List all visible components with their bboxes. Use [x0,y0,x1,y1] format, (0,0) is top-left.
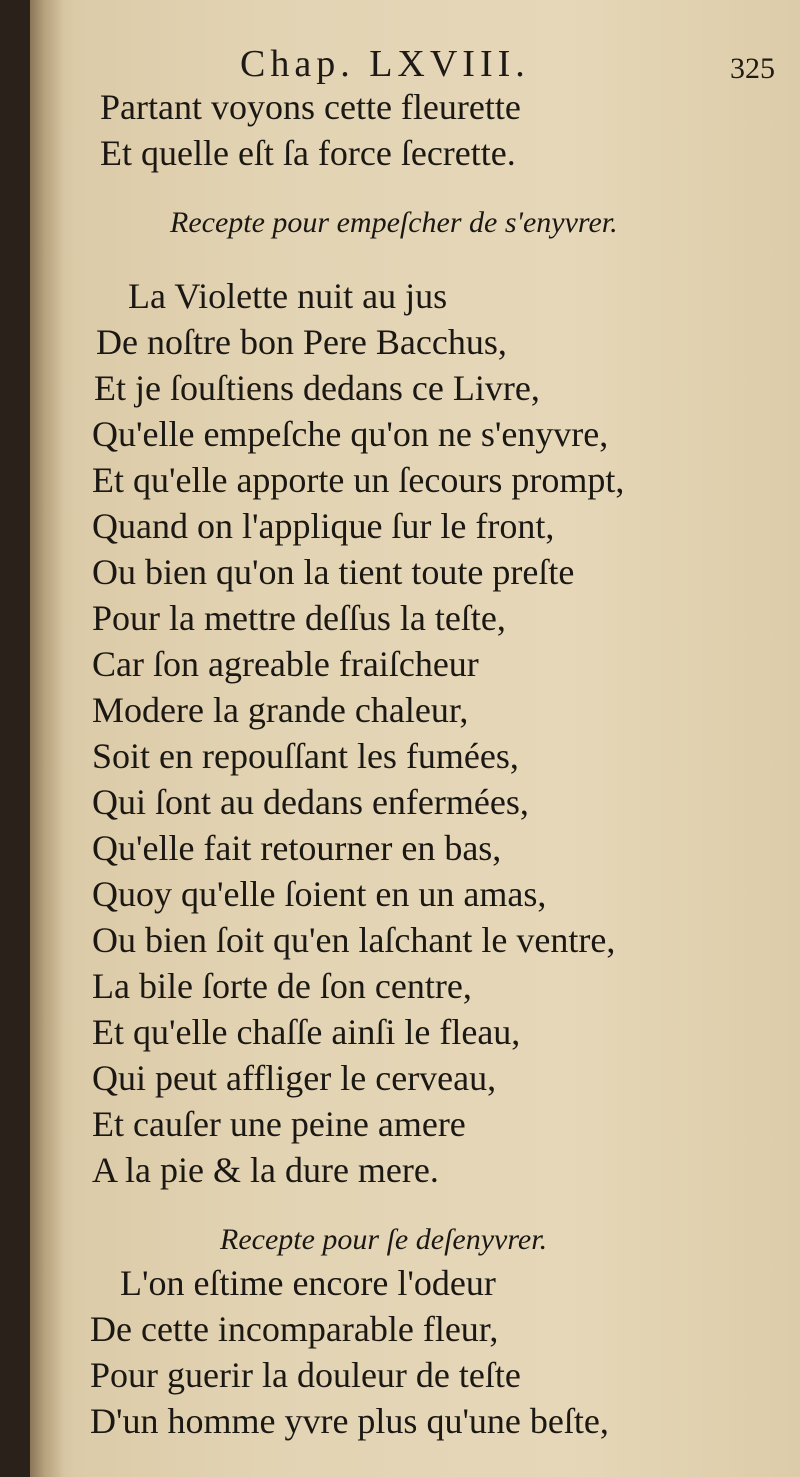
verse-line: Ou bien qu'on la tient toute preſte [92,552,575,592]
verse-line: Et qu'elle chaſſe ainſi le fleau, [92,1012,521,1052]
verse-line: Soit en repouſſant les fumées, [92,736,519,776]
verse-line: Ou bien ſoit qu'en laſchant le ventre, [92,920,616,960]
verse-line: Qui ſont au dedans enfermées, [92,782,529,822]
verse-line: Quoy qu'elle ſoient en un amas, [92,874,547,914]
verse-line: Qu'elle fait retourner en bas, [92,828,502,868]
page-number: 325 [730,52,775,85]
verse-line: Et quelle eſt ſa force ſecrette. [100,133,516,173]
verse-line: De noſtre bon Pere Bacchus, [96,322,507,362]
verse-line: Car ſon agreable fraiſcheur [92,644,479,684]
verse-line: Quand on l'applique ſur le front, [92,506,555,546]
verse-line: Modere la grande chaleur, [92,690,469,730]
verse-line: Et je ſouſtiens dedans ce Livre, [94,368,540,408]
verse-line: La bile ſorte de ſon centre, [92,966,472,1006]
verse-line: Pour guerir la douleur de teſte [90,1355,521,1395]
verse-line: L'on eſtime encore l'odeur [120,1263,496,1303]
verse-line: Qui peut affliger le cerveau, [92,1058,497,1098]
verse-line: La Violette nuit au jus [128,276,448,316]
section-title: Recepte pour ſe deſenyvrer. [220,1223,548,1256]
section-title: Recepte pour empeſcher de s'enyvrer. [170,206,618,239]
verse-line: Partant voyons cette fleurette [100,87,521,127]
verse-line: Et cauſer une peine amere [92,1104,466,1144]
verse-line: De cette incomparable fleur, [90,1309,499,1349]
verse-line: D'un homme yvre plus qu'une beſte, [90,1401,609,1441]
verse-line: A la pie & la dure mere. [92,1150,439,1190]
verse-line: Pour la mettre deſſus la teſte, [92,598,506,638]
verse-line: Et qu'elle apporte un ſecours prompt, [92,460,625,500]
verse-line: Qu'elle empeſche qu'on ne s'enyvre, [92,414,609,454]
page-gutter-shadow [30,0,64,1477]
book-page [30,0,800,1477]
running-header: Chap. LXVIII. [240,43,530,85]
